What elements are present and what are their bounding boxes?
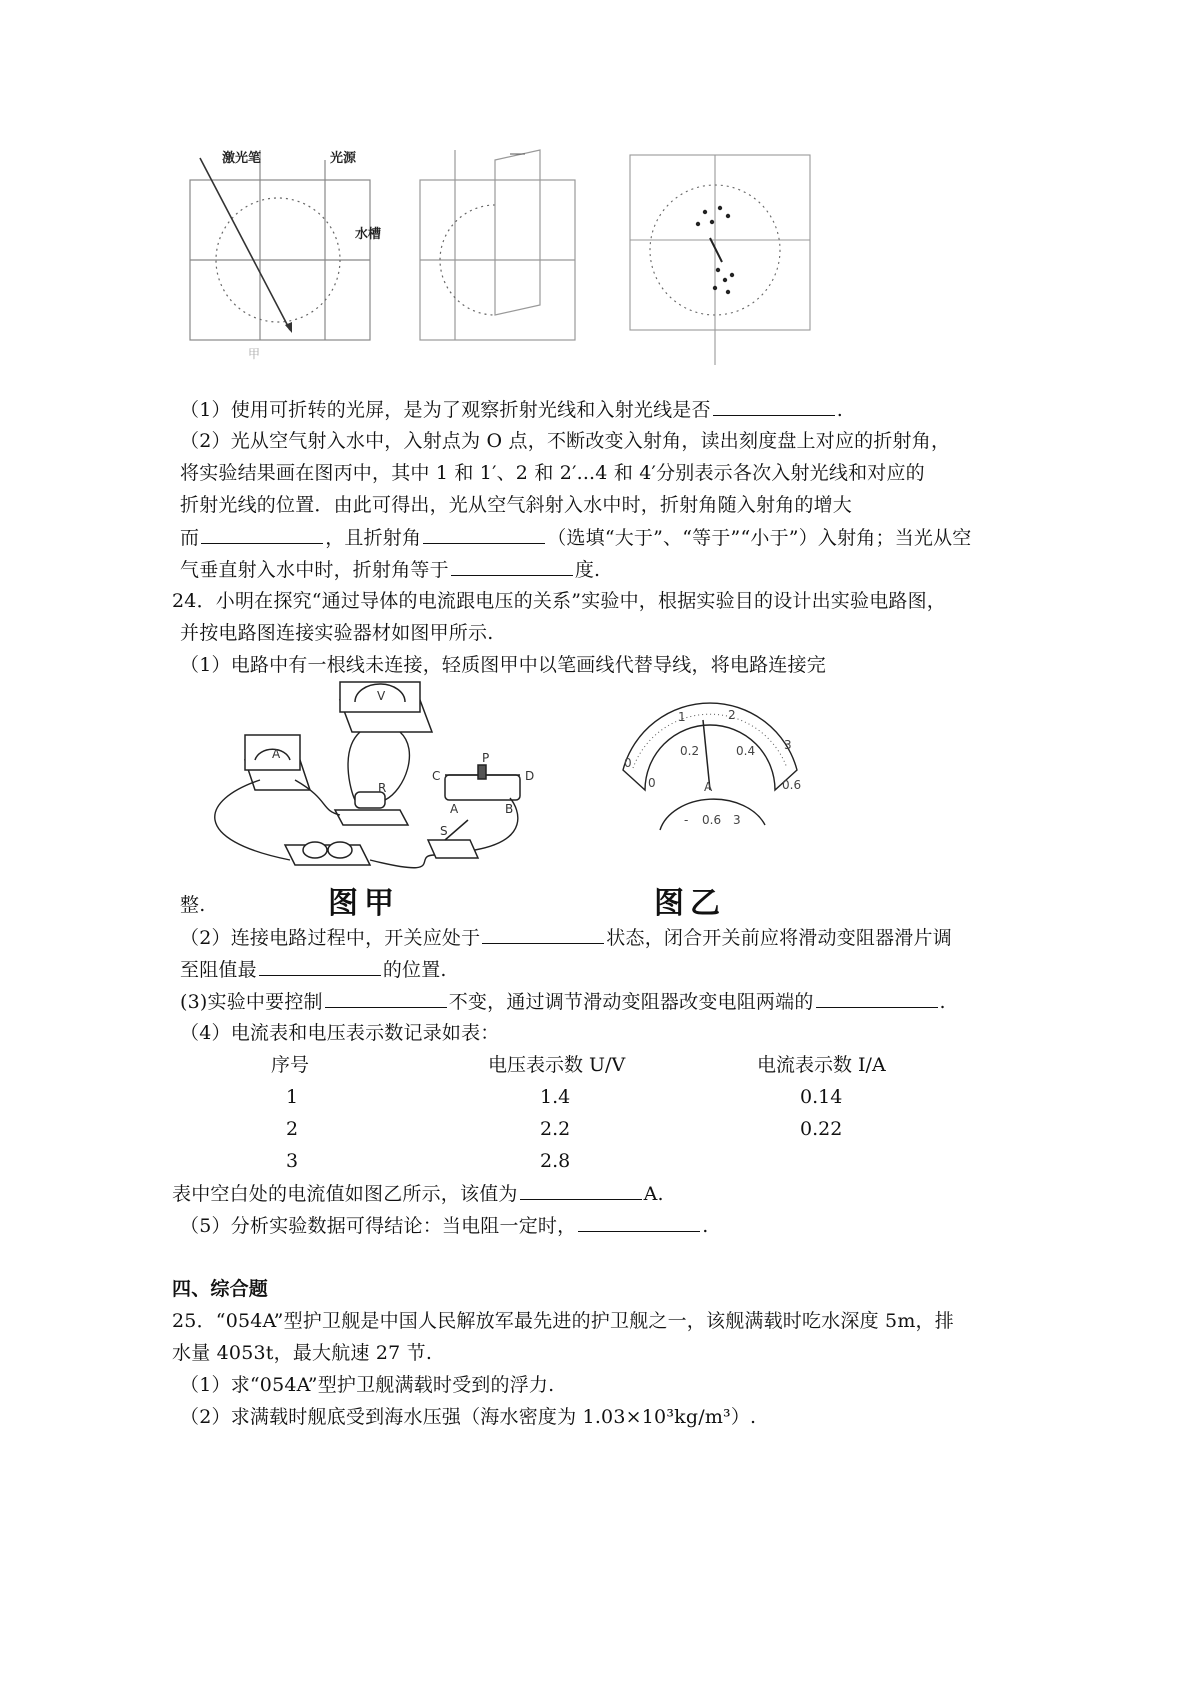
q23-part1 xyxy=(180,397,843,422)
q24-p3a: (3)实验中要控制 xyxy=(180,991,323,1013)
q24-part1: （1）电路中有一根线未连接，轻质图甲中以笔画线代替导线，将电路连接完 xyxy=(180,654,826,676)
q25-line2: 水量 4053t，最大航速 27 节. xyxy=(172,1342,433,1364)
meter-tick-bottom-3: 0.6 xyxy=(782,778,802,792)
answer-blank-compare[interactable] xyxy=(423,525,545,544)
svg-text:A: A xyxy=(272,747,281,761)
table-row-2-index: 2 xyxy=(286,1118,299,1140)
q23-p2-l4c: （选填“大于”、“等于”“小于”）入射角；当光从空 xyxy=(547,527,972,549)
table-row-1-voltage: 1.4 xyxy=(540,1086,571,1108)
q24-part4: （4）电流表和电压表示数记录如表： xyxy=(180,1022,500,1044)
figure-jia-water-tank xyxy=(180,140,395,380)
answer-blank-angle[interactable] xyxy=(451,557,573,576)
q24-after-table xyxy=(172,1181,664,1206)
answer-blank-coplanar[interactable] xyxy=(713,397,835,416)
meter-tick-top-0: 0 xyxy=(624,756,632,770)
q23-p2-l4b: ，且折射角 xyxy=(325,527,422,549)
svg-text:D: D xyxy=(525,769,535,783)
q25-part2: （2）求满载时舰底受到海水压强（海水密度为 1.03×10³kg/m³）. xyxy=(180,1406,757,1428)
meter-terminal-06: 0.6 xyxy=(702,813,722,827)
q24-p3c: . xyxy=(939,991,946,1013)
q25-line1: 25．“054A”型护卫舰是中国人民解放军最先进的护卫舰之一，该舰满载时吃水深度 5m，排 xyxy=(172,1310,954,1332)
q24-part2-line1 xyxy=(180,925,952,950)
figure-bing-angle-dial xyxy=(620,150,820,370)
figure-circuit-jia xyxy=(200,680,580,880)
table-row-2-current: 0.22 xyxy=(800,1118,843,1140)
svg-text:P: P xyxy=(482,751,490,765)
q23-part2-line5 xyxy=(180,557,600,582)
q24-part1-end: 整. xyxy=(180,894,206,916)
q24-part3 xyxy=(180,989,946,1014)
q23-p2-l5b: 度. xyxy=(574,559,601,581)
q23-part1-text: （1）使用可折转的光屏，是为了观察折射光线和入射光线是否 xyxy=(180,399,711,421)
label-light-source: 光源 xyxy=(330,151,357,166)
q23-p2-l5a: 气垂直射入水中时，折射角等于 xyxy=(180,559,449,581)
caption-jia: 甲 xyxy=(248,347,261,361)
q24-intro-line1: 24．小明在探究“通过导体的电流跟电压的关系”实验中，根据实验目的设计出实验电路图， xyxy=(172,590,947,612)
q24-part5 xyxy=(180,1213,709,1238)
q24-intro-line2: 并按电路图连接实验器材如图甲所示. xyxy=(180,622,494,644)
q23-part2-line3: 折射光线的位置．由此可得出，光从空气斜射入水中时，折射角随入射角的增大 xyxy=(180,494,853,516)
svg-text:A: A xyxy=(450,802,459,816)
table-row-1-index: 1 xyxy=(286,1086,299,1108)
q24-p3b: 不变，通过调节滑动变阻器改变电阻两端的 xyxy=(448,991,814,1013)
q24-after-table-a: 表中空白处的电流值如图乙所示，该值为 xyxy=(172,1183,518,1205)
meter-unit-label: A xyxy=(704,780,713,794)
table-header-index: 序号 xyxy=(271,1054,310,1076)
q23-part1-end: . xyxy=(836,399,843,421)
table-header-current: 电流表示数 I/A xyxy=(757,1054,886,1076)
meter-tick-top-3: 3 xyxy=(784,738,792,752)
svg-text:C: C xyxy=(432,769,441,783)
q24-p5a: （5）分析实验数据可得结论：当电阻一定时， xyxy=(180,1215,577,1237)
answer-blank-trend[interactable] xyxy=(201,525,323,544)
answer-blank-control[interactable] xyxy=(325,989,447,1008)
q24-p2-l1a: （2）连接电路过程中，开关应处于 xyxy=(180,927,481,949)
answer-blank-switch-state[interactable] xyxy=(482,925,604,944)
q25-part1: （1）求“054A”型护卫舰满载时受到的浮力. xyxy=(180,1374,555,1396)
table-row-1-current: 0.14 xyxy=(800,1086,843,1108)
q23-part2-line4 xyxy=(180,525,972,550)
meter-tick-bottom-1: 0.2 xyxy=(680,744,700,758)
q24-p2-l1b: 状态，闭合开关前应将滑动变阻器滑片调 xyxy=(606,927,952,949)
label-water-tank: 水槽 xyxy=(355,227,382,242)
q23-part2-line1: （2）光从空气射入水中，入射点为 O 点，不断改变入射角，读出刻度盘上对应的折射角， xyxy=(180,430,951,452)
meter-tick-bottom-0: 0 xyxy=(648,776,656,790)
caption-tu-yi: 图乙 xyxy=(654,886,726,921)
meter-terminal-neg: - xyxy=(684,813,689,827)
svg-text:R: R xyxy=(378,781,387,795)
table-row-3-voltage: 2.8 xyxy=(540,1150,571,1172)
table-row-3-index: 3 xyxy=(286,1150,299,1172)
figure-yi-folded-screen xyxy=(410,140,580,380)
label-laser-pen: 激光笔 xyxy=(222,151,262,166)
caption-tu-jia: 图甲 xyxy=(328,886,400,921)
answer-blank-resistance[interactable] xyxy=(259,957,381,976)
answer-blank-current-value[interactable] xyxy=(520,1181,642,1200)
q23-part2-line2: 将实验结果画在图丙中，其中 1 和 1′、2 和 2′...4 和 4′分别表示各次入射光线和对应的 xyxy=(180,462,925,484)
table-row-2-voltage: 2.2 xyxy=(540,1118,571,1140)
meter-tick-top-1: 1 xyxy=(678,710,686,724)
meter-tick-bottom-2: 0.4 xyxy=(736,744,756,758)
q23-p2-l4a: 而 xyxy=(180,527,200,549)
svg-text:B: B xyxy=(505,802,514,816)
q24-after-table-b: A. xyxy=(643,1183,664,1205)
svg-text:S: S xyxy=(440,824,448,838)
section-4-title: 四、综合题 xyxy=(172,1278,269,1300)
svg-text:V: V xyxy=(377,689,386,703)
table-header-voltage: 电压表示数 U/V xyxy=(488,1054,626,1076)
q24-p2-l2a: 至阻值最 xyxy=(180,959,257,981)
answer-blank-conclusion[interactable] xyxy=(578,1213,700,1232)
meter-terminal-3: 3 xyxy=(733,813,741,827)
q24-part2-line2 xyxy=(180,957,447,982)
q24-p2-l2b: 的位置. xyxy=(382,959,447,981)
meter-tick-top-2: 2 xyxy=(728,708,736,722)
answer-blank-voltage[interactable] xyxy=(816,989,938,1008)
q24-p5b: . xyxy=(702,1215,709,1237)
